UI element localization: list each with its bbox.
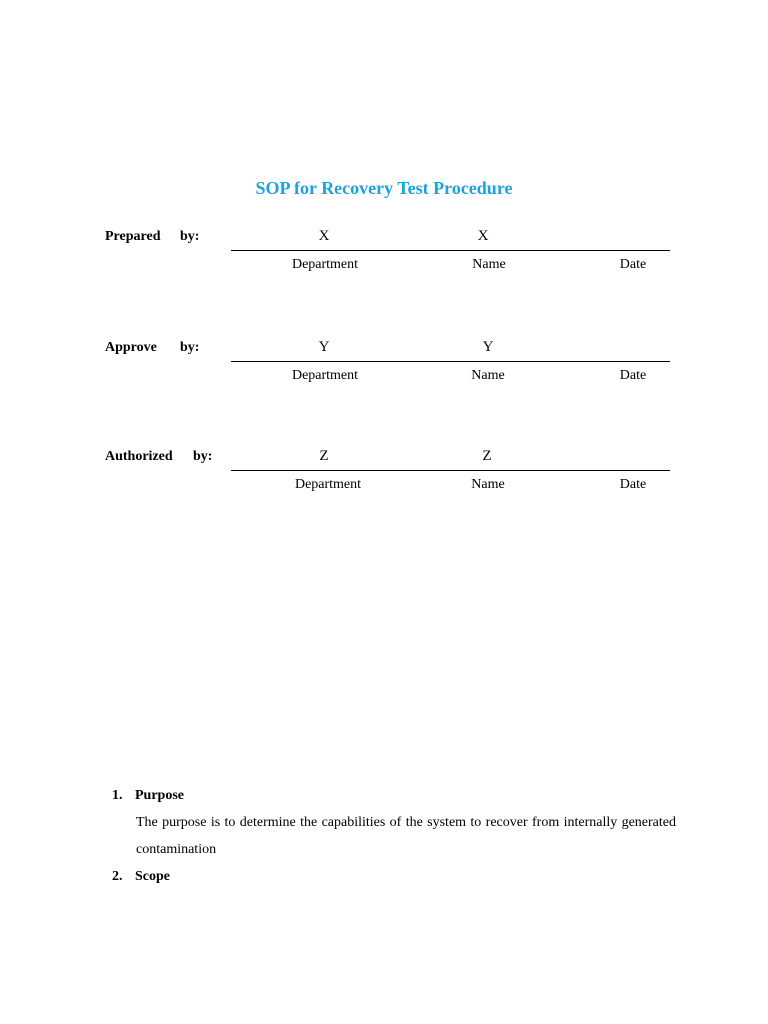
signature-role-text: Approve: [105, 340, 157, 355]
department-value: X: [318, 228, 330, 244]
section-heading: [112, 869, 170, 885]
section-title: Scope: [135, 869, 170, 884]
department-caption: Department: [291, 257, 359, 272]
name-value: X: [477, 228, 489, 244]
signature-line: [231, 470, 670, 471]
document-title: SOP for Recovery Test Procedure: [255, 178, 513, 198]
date-caption: Date: [619, 368, 647, 383]
signature-block-prepared: [0, 229, 768, 289]
signature-role-text: Prepared: [105, 229, 161, 244]
signature-by-text: by:: [193, 449, 213, 464]
date-caption: Date: [619, 257, 647, 272]
signature-role-label: [105, 229, 200, 245]
signature-role-label: [105, 340, 200, 356]
signature-role-label: [105, 449, 213, 465]
department-caption: Department: [294, 477, 362, 492]
name-value: Y: [482, 339, 494, 355]
section-body-text: The purpose is to determine the capabilities of the system to recover from internally generated contamination: [136, 815, 676, 857]
name-caption: Name: [471, 368, 505, 383]
name-caption: Name: [472, 257, 506, 272]
signature-by-text: by:: [180, 340, 200, 355]
signature-line: [231, 361, 670, 362]
name-value: Z: [482, 448, 492, 464]
signature-line: [231, 250, 670, 251]
signature-by-text: by:: [180, 229, 200, 244]
signature-role-text: Authorized: [105, 449, 173, 464]
signature-block-approve: [0, 340, 768, 400]
name-caption: Name: [471, 477, 505, 492]
department-caption: Department: [291, 368, 359, 383]
department-value: Y: [318, 339, 330, 355]
section-heading: [112, 788, 184, 804]
section-title: Purpose: [135, 788, 184, 803]
department-value: Z: [319, 448, 329, 464]
date-caption: Date: [619, 477, 647, 492]
section-number: 1.: [112, 788, 123, 803]
section-number: 2.: [112, 869, 123, 884]
signature-block-authorized: [0, 449, 768, 509]
